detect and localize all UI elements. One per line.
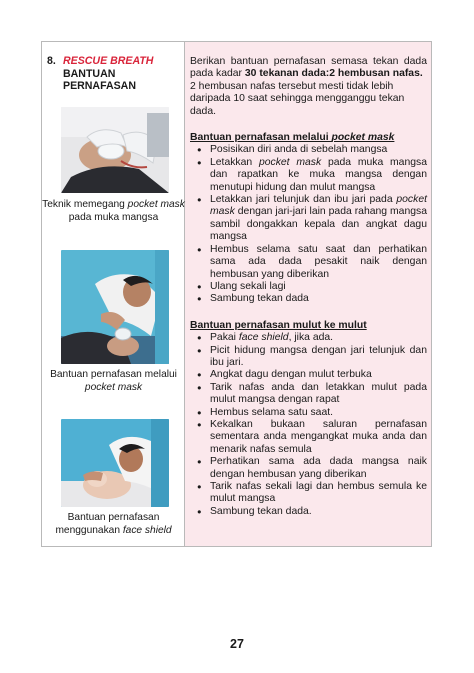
list-item: ● Ulang sekali lagi	[190, 281, 427, 293]
procedure-table	[41, 41, 432, 547]
page-number: 27	[230, 637, 244, 651]
compression-ratio: 30 tekanan dada:2 hembusan nafas.	[244, 68, 423, 80]
photo-caption-1: Teknik memegang pocket mask pada muka mangsa	[42, 199, 185, 223]
list-item: ● Tarik nafas sekali lagi dan hembus semula ke mulut mangsa	[190, 481, 427, 506]
list-item: ● Sambung tekan dada.	[190, 506, 427, 518]
photo-pocket-mask-rescue	[61, 250, 169, 364]
list-item: ● Sambung tekan dada	[190, 293, 427, 305]
intro-paragraph: Berikan bantuan pernafasan semasa tekan dada pada kadar 30 tekanan dada:2 hembusan nafas.	[190, 56, 427, 80]
section-number: 8.	[47, 55, 56, 67]
list-item: ● Letakkan pocket mask pada muka mangsa dan rapatkan ke muka mangsa dengan menutupi hidung dan mulut mangsa	[190, 157, 427, 194]
list-item: ● Pakai face shield, jika ada.	[190, 332, 427, 344]
pocket-mask-heading: Bantuan pernafasan melalui pocket mask	[190, 132, 395, 144]
list-item: ● Perhatikan sama ada dada mangsa naik dengan hembusan yang diberikan	[190, 456, 427, 481]
photo-pocket-mask-hold	[61, 107, 169, 193]
list-item: ● Picit hidung mangsa dengan jari telunjuk dan ibu jari.	[190, 345, 427, 370]
right-column	[185, 42, 431, 546]
intro-limit: 2 hembusan nafas tersebut mesti tidak lebih daripada 10 saat sehingga mengganggu tekan dada.	[190, 80, 405, 117]
left-column	[42, 42, 185, 546]
list-item: ● Tarik nafas anda dan letakkan mulut pada mulut mangsa dengan rapat	[190, 382, 427, 407]
section-heading	[47, 55, 153, 93]
photo-caption-2: Bantuan pernafasan melalui pocket mask	[50, 369, 177, 393]
photo-face-shield-rescue	[61, 419, 169, 507]
section-title-en: RESCUE BREATH	[63, 55, 154, 67]
mouth-to-mouth-steps	[190, 332, 427, 518]
photo-caption-3: Bantuan pernafasan menggunakan face shield	[55, 512, 172, 536]
list-item: ● Angkat dagu dengan mulut terbuka	[190, 369, 427, 381]
pocket-mask-steps	[190, 144, 427, 305]
mouth-to-mouth-heading: Bantuan pernafasan mulut ke mulut	[190, 319, 367, 331]
list-item: ● Hembus selama satu saat dan perhatikan sama ada dada pesakit naik dengan hembusan yang diberikan	[190, 244, 427, 281]
list-item: ● Hembus selama satu saat.	[190, 407, 427, 419]
section-title-ms-1: BANTUAN	[63, 67, 116, 80]
list-item: ● Letakkan jari telunjuk dan ibu jari pada pocket mask dengan jari-jari lain pada rahang mangsa sambil dongakkan kepala dan angkat dagu mangsa	[190, 194, 427, 244]
list-item: ● Kekalkan bukaan saluran pernafasan sementara anda mengangkat muka anda dan menarik nafas semula	[190, 419, 427, 456]
section-title-ms-2: PERNAFASAN	[63, 80, 136, 93]
list-item: ● Posisikan diri anda di sebelah mangsa	[190, 144, 427, 156]
